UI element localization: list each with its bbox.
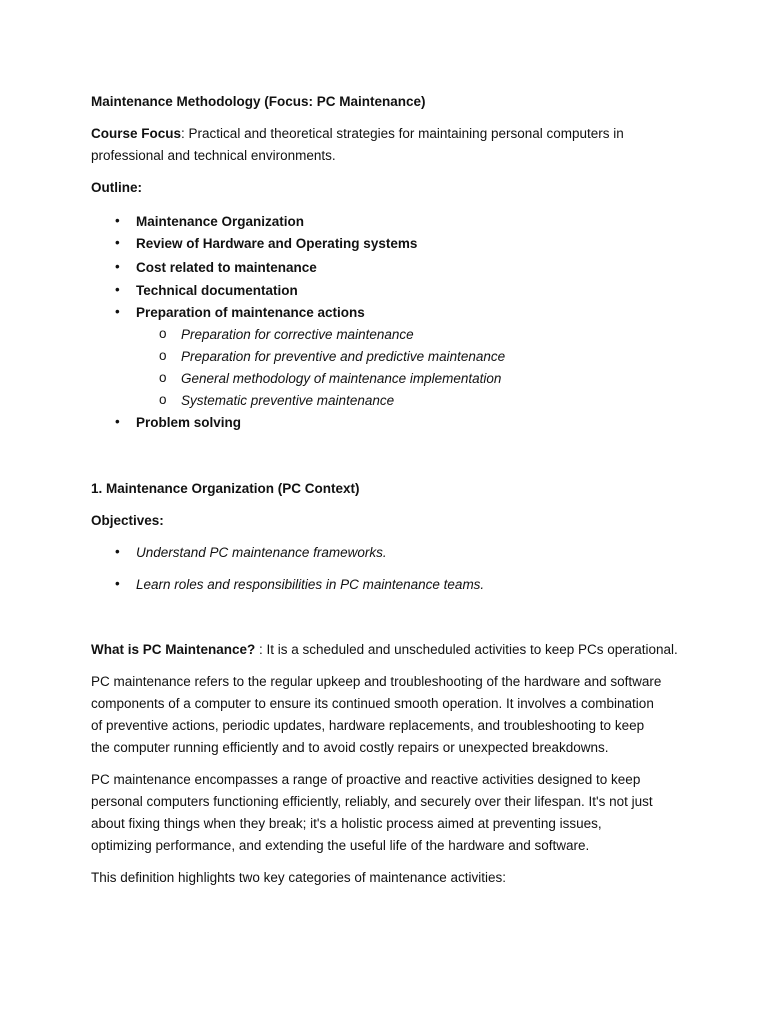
paragraph-line: optimizing performance, and extending the useful life of the hardware and software. (91, 838, 590, 853)
outline-item-label: Preparation of maintenance actions (136, 305, 365, 320)
outline-subitem-label: Preparation for corrective maintenance (181, 327, 414, 342)
paragraph-3: This definition highlights two key categories of maintenance activities: (91, 870, 506, 885)
outline-item-label: Problem solving (136, 415, 242, 430)
bullet-icon: • (115, 544, 120, 559)
bullet-icon: • (115, 213, 120, 228)
bullet-icon: • (115, 414, 120, 429)
bullet-icon: • (115, 259, 120, 274)
outline-item-label: Maintenance Organization (136, 214, 305, 229)
section-1-heading: 1. Maintenance Organization (PC Context) (91, 481, 360, 496)
outline-subitem-label: Preparation for preventive and predictive maintenance (181, 349, 506, 364)
paragraph-line: of preventive actions, periodic updates, hardware replacements, and troubleshooting to keep (91, 718, 645, 733)
objective-label: Understand PC maintenance frameworks. (136, 545, 387, 560)
sub-bullet-icon: o (159, 348, 167, 363)
paragraph-line: the computer running efficiently and to avoid costly repairs or unexpected breakdowns. (91, 740, 609, 755)
course-focus-sep: : (181, 126, 185, 141)
course-focus-text-1: Practical and theoretical strategies for maintaining personal computers in (184, 126, 624, 141)
outline-item-label: Review of Hardware and Operating systems (136, 236, 418, 251)
bullet-icon: • (115, 235, 120, 250)
objectives-heading: Objectives: (91, 513, 164, 528)
outline-item-label: Cost related to maintenance (136, 260, 317, 275)
paragraph-line: PC maintenance encompasses a range of proactive and reactive activities designed to keep (91, 772, 641, 787)
sub-bullet-icon: o (159, 370, 167, 385)
course-focus-label: Course Focus (91, 126, 182, 141)
sub-bullet-icon: o (159, 326, 167, 341)
outline-subitem-label: Systematic preventive maintenance (181, 393, 395, 408)
outline-item-label: Technical documentation (136, 283, 298, 298)
paragraph-1 (91, 674, 691, 762)
paragraph-line: components of a computer to ensure its continued smooth operation. It involves a combination (91, 696, 654, 711)
objective-label: Learn roles and responsibilities in PC maintenance teams. (136, 577, 485, 592)
bullet-icon: • (115, 282, 120, 297)
course-focus-paragraph (91, 126, 691, 170)
outline-heading: Outline: (91, 180, 142, 195)
bullet-icon: • (115, 304, 120, 319)
paragraph-2 (91, 772, 691, 860)
paragraph-line: about fixing things when they break; it's a holistic process aimed at preventing issues, (91, 816, 602, 831)
what-is-paragraph (91, 642, 678, 657)
what-is-text: : It is a scheduled and unscheduled activities to keep PCs operational. (255, 642, 678, 657)
bullet-icon: • (115, 576, 120, 591)
course-focus-text-2: professional and technical environments. (91, 148, 336, 163)
document-title: Maintenance Methodology (Focus: PC Maintenance) (91, 94, 426, 109)
paragraph-line: personal computers functioning efficiently, reliably, and securely over their lifespan. It's not just (91, 794, 653, 809)
what-is-label: What is PC Maintenance? (91, 642, 256, 657)
outline-subitem-label: General methodology of maintenance implementation (181, 371, 502, 386)
paragraph-line: PC maintenance refers to the regular upkeep and troubleshooting of the hardware and software (91, 674, 662, 689)
sub-bullet-icon: o (159, 392, 167, 407)
